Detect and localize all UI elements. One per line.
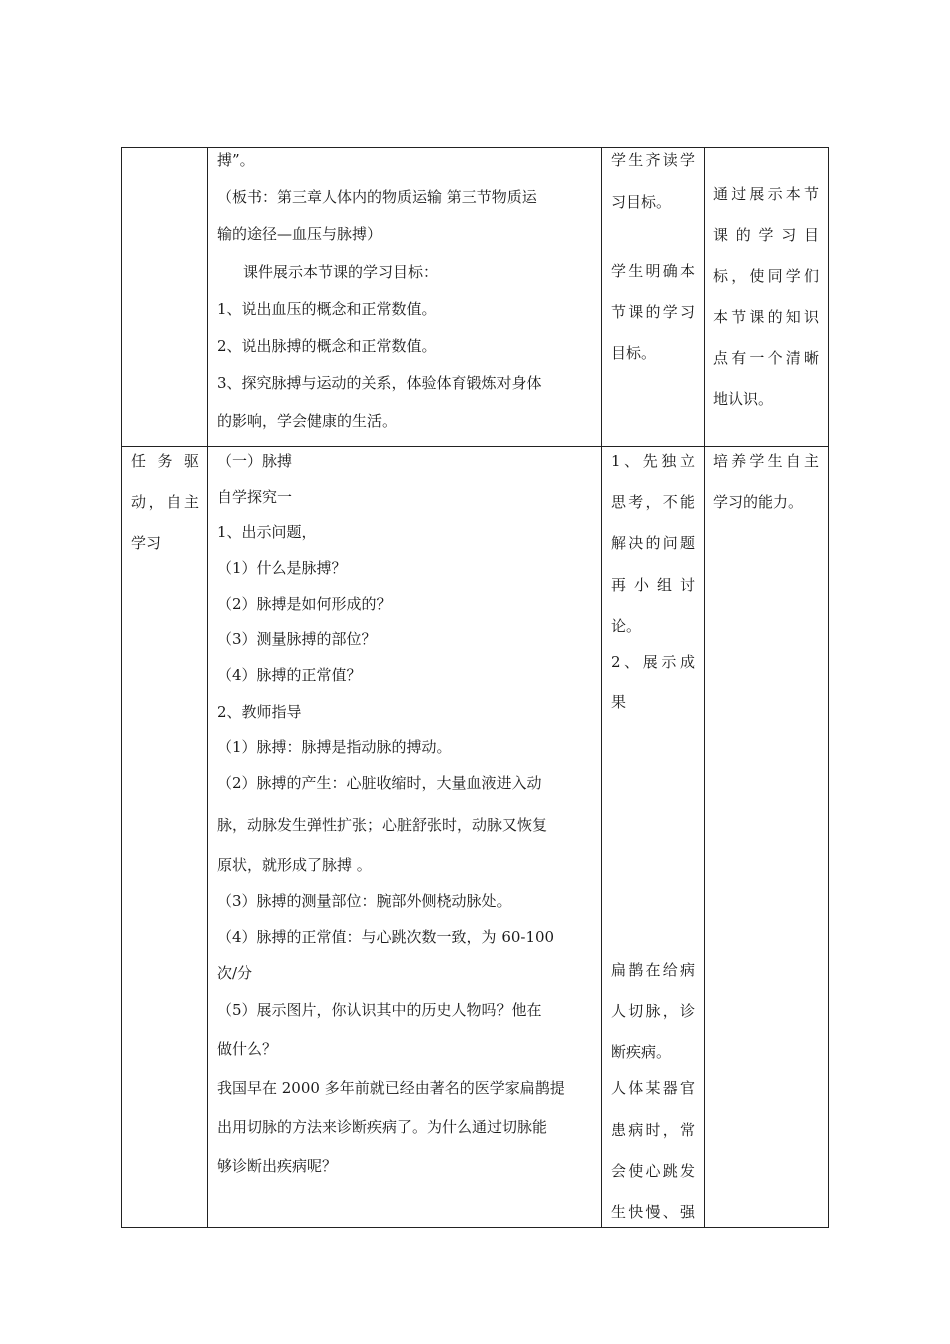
student-line: 习目标。	[611, 193, 672, 211]
student-line: 学生明确本	[611, 262, 695, 280]
column-divider	[601, 147, 602, 1228]
content-line: （2）脉搏的产生：心脏收缩时，大量血液进入动	[217, 774, 542, 792]
content-line: 出用切脉的方法来诊断疾病了。为什么通过切脉能	[217, 1118, 548, 1136]
stage-line: 任 务 驱	[131, 452, 199, 470]
table-bottom-border	[121, 1227, 829, 1228]
content-line: （4）脉搏的正常值？	[217, 666, 362, 684]
student-line: 人体某器官	[611, 1079, 695, 1097]
content-line: （5）展示图片，你认识其中的历史人物吗？他在	[217, 1001, 542, 1019]
content-line: （1）什么是脉搏？	[217, 559, 347, 577]
content-line: 原状，就形成了脉搏 。	[217, 856, 372, 874]
student-line: 解决的问题	[611, 534, 695, 552]
student-line: 目标。	[611, 344, 657, 362]
student-line: 2、展示成	[611, 653, 695, 671]
student-line: 生快慢、强	[611, 1203, 695, 1221]
student-line: 果	[611, 693, 627, 711]
content-line: 自学探究一	[217, 488, 293, 506]
content-line: 够诊断出疾病呢？	[217, 1157, 338, 1175]
content-line: （一）脉搏	[217, 452, 293, 470]
student-line: 1、先独立	[611, 452, 695, 470]
student-line: 论。	[611, 617, 642, 635]
column-divider	[207, 147, 208, 1228]
student-line: 断疾病。	[611, 1043, 672, 1061]
purpose-line: 标，使同学们	[713, 267, 819, 285]
content-line: 脉，动脉发生弹性扩张；心脏舒张时，动脉又恢复	[217, 816, 548, 834]
content-line: 1、出示问题，	[217, 523, 317, 541]
content-line: （3）脉搏的测量部位：腕部外侧桡动脉处。	[217, 892, 512, 910]
content-line: 课件展示本节课的学习目标：	[243, 263, 439, 281]
student-line: 人切脉，诊	[611, 1002, 695, 1020]
content-line: （2）脉搏是如何形成的？	[217, 595, 392, 613]
content-line: 输的途径—血压与脉搏）	[217, 225, 383, 243]
column-divider	[828, 147, 829, 1228]
content-line: 的影响，学会健康的生活。	[217, 412, 398, 430]
purpose-line: 地认识。	[713, 390, 774, 408]
student-line: 会使心跳发	[611, 1162, 695, 1180]
content-line: （4）脉搏的正常值：与心跳次数一致，为 60-100	[217, 928, 555, 946]
purpose-line: 通过展示本节	[713, 185, 819, 203]
row-divider	[121, 446, 829, 447]
student-line: 再 小 组 讨	[611, 576, 695, 594]
purpose-line: 本节课的知识	[713, 308, 819, 326]
content-line: 1、说出血压的概念和正常数值。	[217, 300, 437, 318]
purpose-line: 点有一个清晰	[713, 349, 819, 367]
stage-line: 动，自主	[131, 493, 199, 511]
content-line: 2、教师指导	[217, 703, 302, 721]
content-line: 我国早在 2000 多年前就已经由著名的医学家扁鹊提	[217, 1079, 565, 1097]
content-line: （板书：第三章人体内的物质运输 第三节物质运	[217, 188, 537, 206]
purpose-line: 课 的 学 习 目	[713, 226, 819, 244]
stage-line: 学习	[131, 534, 162, 552]
purpose-line: 学习的能力。	[713, 493, 804, 511]
student-line: 患病时，常	[611, 1121, 695, 1139]
student-line: 思考，不能	[611, 493, 695, 511]
column-divider	[121, 147, 122, 1228]
student-line: 扁鹊在给病	[611, 961, 695, 979]
content-line: （3）测量脉搏的部位？	[217, 630, 377, 648]
column-divider	[704, 147, 705, 1228]
student-line: 学生齐读学	[611, 151, 695, 169]
content-line: （1）脉搏：脉搏是指动脉的搏动。	[217, 738, 452, 756]
purpose-line: 培养学生自主	[713, 452, 819, 470]
content-line: 3、探究脉搏与运动的关系，体验体育锻炼对身体	[217, 374, 542, 392]
content-line: 次/分	[217, 964, 253, 982]
content-line: 做什么？	[217, 1040, 278, 1058]
student-line: 节课的学习	[611, 303, 695, 321]
content-line: 2、说出脉搏的概念和正常数值。	[217, 337, 437, 355]
table-top-border	[121, 147, 829, 148]
content-line: 搏”。	[217, 151, 255, 169]
